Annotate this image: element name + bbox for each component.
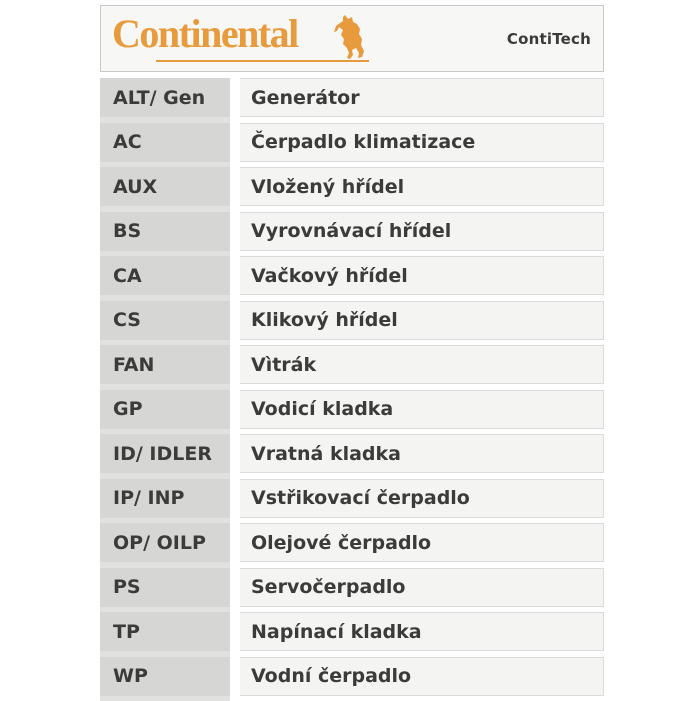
legend-table [100,78,604,701]
logo-underline [156,60,369,62]
abbreviation-cell: IP/ INP [100,479,230,518]
description-cell: Vstřikovací čerpadlo [240,479,604,518]
table-row [100,568,604,607]
description-cell: Vložený hřídel [240,167,604,206]
abbreviation-cell: BS [100,212,230,251]
abbreviation-cell: ALT/ Gen [100,78,230,117]
table-row [100,301,604,340]
abbreviation-cell: OP/ OILP [100,523,230,562]
description-cell: Vìtrák [240,345,604,384]
abbreviation-cell: CS [100,301,230,340]
description-cell: Vodní čerpadlo [240,657,604,696]
table-row [100,434,604,473]
description-cell: Olejové čerpadlo [240,523,604,562]
brand-header [100,5,604,72]
description-cell: Klikový hřídel [240,301,604,340]
abbreviation-cell: AC [100,123,230,162]
contitech-logo: ContiTech [506,29,591,48]
abbreviation-cell: WP [100,657,230,696]
description-cell: Vratná kladka [240,434,604,473]
description-cell: Servočerpadlo [240,568,604,607]
table-row [100,523,604,562]
table-row [100,390,604,429]
abbreviation-cell: ID/ IDLER [100,434,230,473]
table-row [100,212,604,251]
description-cell: Čerpadlo klimatizace [240,123,604,162]
table-row [100,612,604,651]
abbreviation-cell: GP [100,390,230,429]
table-row [100,167,604,206]
description-cell: Generátor [240,78,604,117]
abbreviation-cell: TP [100,612,230,651]
description-cell: Vačkový hřídel [240,256,604,295]
table-row [100,657,604,696]
description-cell: Napínací kladka [240,612,604,651]
table-row [100,479,604,518]
table-row [100,78,604,117]
continental-logo [112,12,382,64]
abbreviation-cell: PS [100,568,230,607]
description-cell: Vodicí kladka [240,390,604,429]
abbreviation-cell: AUX [100,167,230,206]
abbreviation-cell: CA [100,256,230,295]
continental-wordmark: Continental [112,11,298,56]
table-row [100,123,604,162]
description-cell: Vyrovnávací hřídel [240,212,604,251]
table-row [100,256,604,295]
rearing-horse-icon [331,14,369,60]
table-row [100,345,604,384]
abbreviation-cell: FAN [100,345,230,384]
